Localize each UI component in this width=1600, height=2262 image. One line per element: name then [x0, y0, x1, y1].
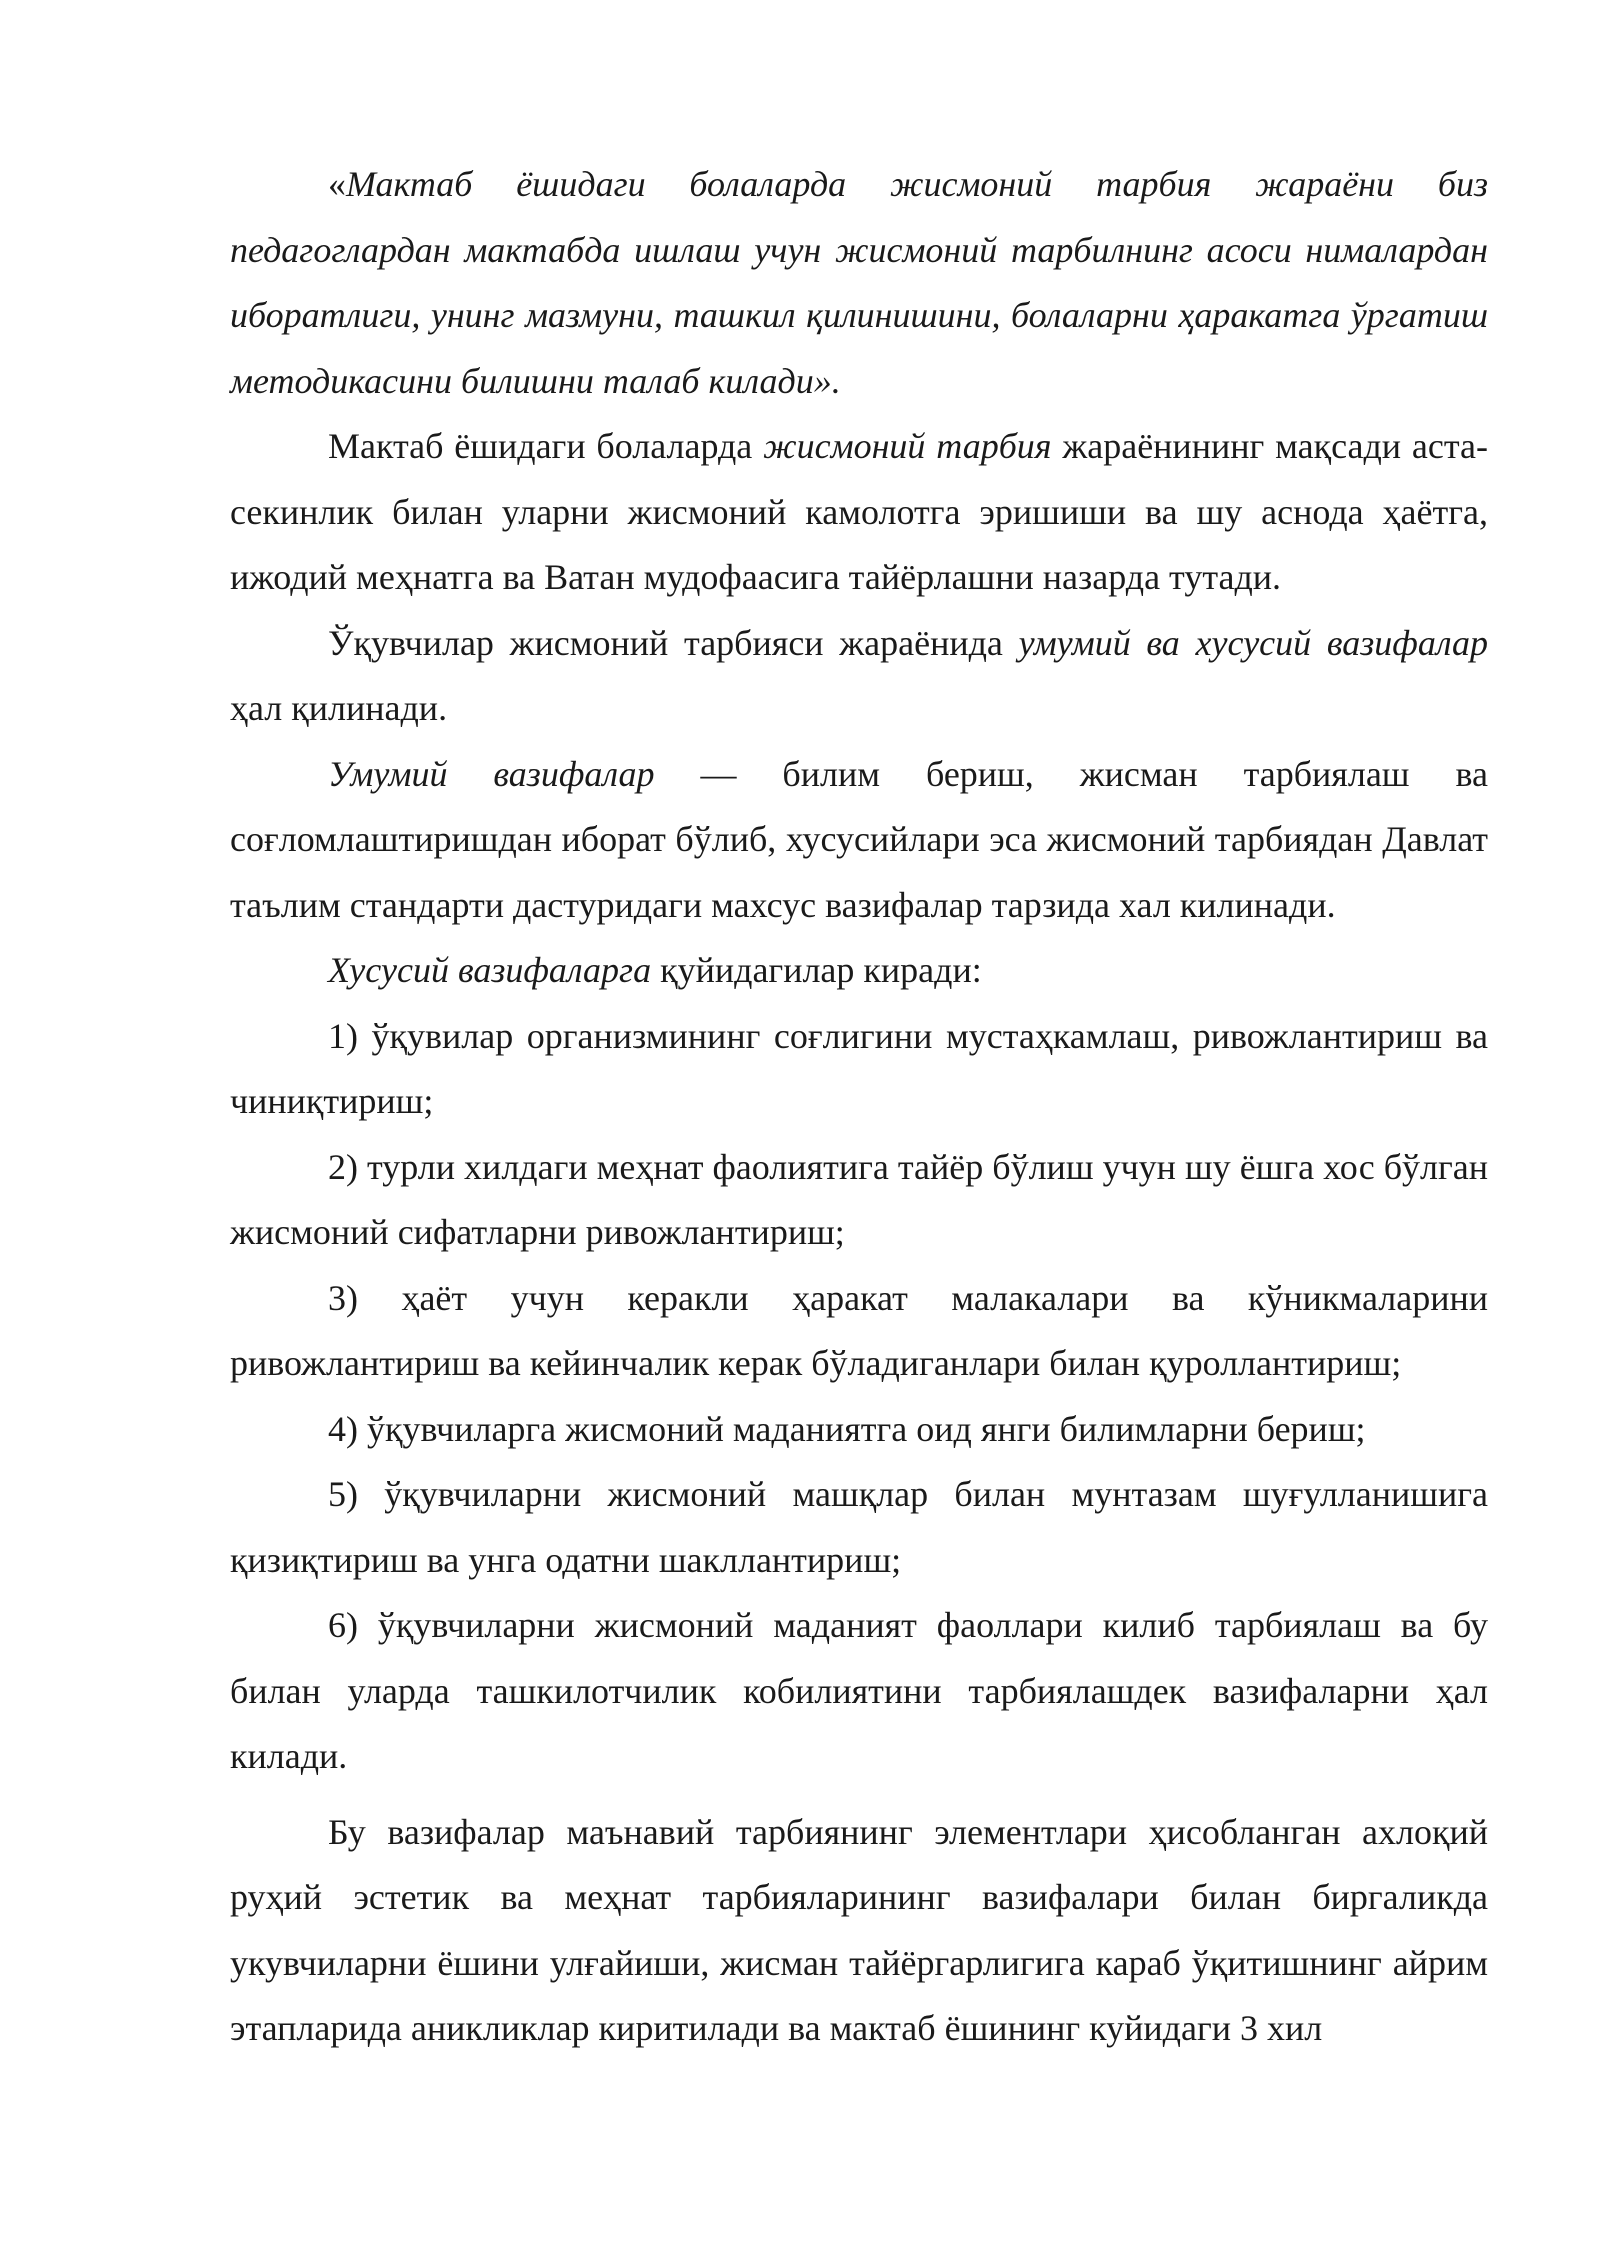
paragraph-tasks-intro: [230, 611, 1488, 742]
text-span: 1) ўқувилар организмининг соғлигини мустаҳкамлаш, ривожлантириш ва чиниқтириш;: [230, 1015, 1488, 1121]
list-item-5: [230, 1462, 1488, 1593]
text-span: Мактаб ёшидаги болаларда жисмоний тарбия жараёни биз педагоглардан мактабда ишлаш учун жисмоний тарбилнинг асоси нималардан иборатлиги, унинг мазмуни, ташкил қилинишини, болаларни ҳаракатга ўргатиш методикасини билишни талаб килади».: [230, 164, 1488, 401]
paragraph-general-tasks: [230, 742, 1488, 939]
text-span: умумий ва хусусий вазифалар: [1018, 622, 1488, 663]
list-item-3: [230, 1266, 1488, 1397]
text-span: Хусусий вазифаларга: [328, 950, 652, 990]
text-span: Умумий вазифалар: [328, 753, 655, 794]
list-item-1: [230, 1004, 1488, 1135]
text-span: қуйидагилар киради:: [651, 950, 982, 990]
text-span: Бу вазифалар маънавий тарбиянинг элементлари ҳисобланган ахлоқий руҳий эстетик ва меҳнат тарбияларининг вазифалари билан биргаликда укувчиларни ёшини улғайиши, жисман тайёргарлигига караб ўқитишнинг айрим этапларида аникликлар киритилади ва мактаб ёшининг куйидаги 3 хил: [230, 1811, 1488, 2048]
paragraph-goal: [230, 414, 1488, 611]
text-span: Ўқувчилар жисмоний тарбияси жараёнида: [328, 622, 1019, 663]
paragraph-quote: [230, 152, 1488, 414]
text-span: 4) ўқувчиларга жисмоний маданиятга оид янги билимларни бериш;: [328, 1408, 1366, 1449]
text-span: ҳал қилинади.: [230, 688, 448, 728]
list-item-2: [230, 1135, 1488, 1266]
text-span: жисмоний тарбия: [763, 426, 1052, 466]
list-item-6: [230, 1593, 1488, 1790]
text-span: 5) ўқувчиларни жисмоний машқлар билан мунтазам шуғулланишига қизиқтириш ва унга одатни шакллантириш;: [230, 1474, 1488, 1580]
paragraph-conclusion: [230, 1800, 1488, 2062]
text-span: 6) ўқувчиларни жисмоний маданият фаоллари килиб тарбиялаш ва бу билан уларда ташкилотчилик кобилиятини тарбиялашдек вазифаларни ҳал килади.: [230, 1605, 1488, 1776]
text-span: жараёнининг мақсади аста-секинлик билан уларни жисмоний камолотга эришиши ва шу аснода ҳаётга, ижодий меҳнатга ва Ватан мудофаасига тайёрлашни назарда тутади.: [230, 426, 1488, 597]
document-body: [230, 152, 1488, 2062]
text-span: Мактаб ёшидаги болаларда: [328, 426, 764, 466]
list-item-4: [230, 1397, 1488, 1463]
text-span: «: [328, 164, 346, 204]
text-span: — билим бериш, жисман тарбиялаш ва соғломлаштиришдан иборат бўлиб, хусусийлари эса жисмоний тарбиядан Давлат таълим стандарти дастуридаги махсус вазифалар тарзида хал килинади.: [230, 753, 1488, 925]
text-span: 3) ҳаёт учун керакли ҳаракат малакалари ва кўникмаларини ривожлантириш ва кейинчалик керак бўладиганлари билан қуроллантириш;: [230, 1277, 1488, 1383]
paragraph-specific-tasks: [230, 938, 1488, 1004]
text-span: 2) турли хилдаги меҳнат фаолиятига тайёр бўлиш учун шу ёшга хос бўлган жисмоний сифатларни ривожлантириш;: [230, 1146, 1488, 1252]
